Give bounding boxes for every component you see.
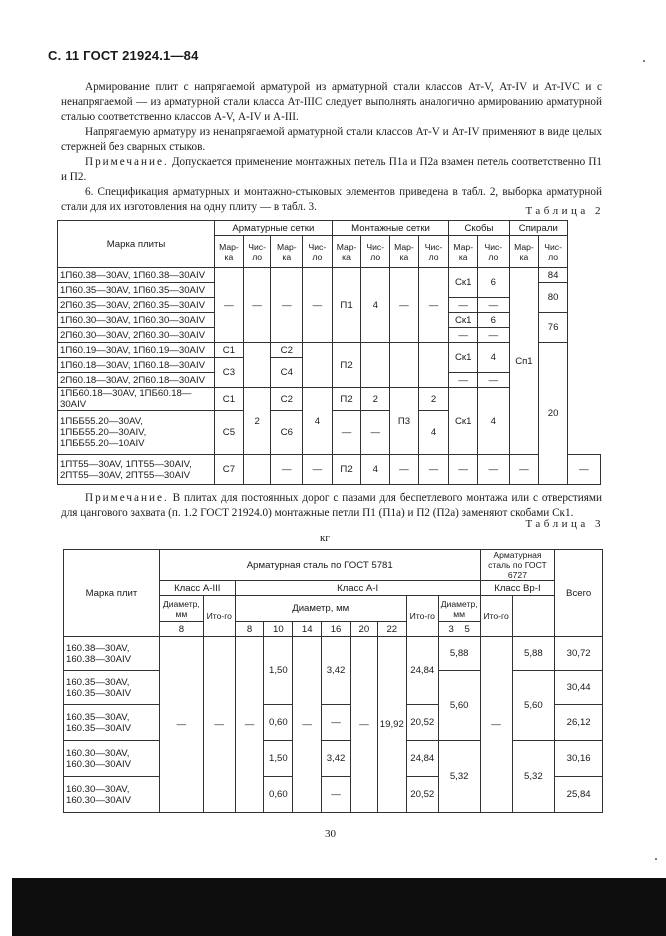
t2-row-mark: 1ПБ60.18—30AV, 1ПБ60.18—30AIV — [58, 388, 215, 411]
t2-row-mark: 1П60.30—30AV, 1П60.30—30AIV — [58, 313, 215, 328]
note-text: В плитах для постоянных дорог с пазами для беспетлевого монтажа или с отверстиями для цангового захвата (п. 1.2 ГОСТ 21924.0) монтажные петли П1 (П1а) и П2 (П2а) заменяют скобами Ск1. — [61, 492, 602, 519]
t2-sub-mark: Мар-ка — [271, 236, 303, 268]
t3-row-mark: 160.35—30AV, 160.35—30AIV — [64, 671, 160, 705]
t2-row-mark: 1ПТ55—30AV, 1ПТ55—30AIV, 2ПТ55—30AV, 2ПТ55—30AIV — [58, 455, 215, 485]
paragraph-2: Напрягаемую арматуру из ненапрягаемой арматурной стали классов Ат-V и Ат-IV применяют в виде целых стержней без сварных стыков. — [61, 126, 602, 153]
note-label: Примечание. — [85, 492, 169, 504]
t3-row-mark: 160.30—30AV, 160.30—30AIV — [64, 777, 160, 813]
t2-sub-mark: Мар-ка — [332, 236, 361, 268]
t2-row-mark: 1П60.35—30AV, 1П60.35—30AIV — [58, 283, 215, 298]
t3-header-total: Всего — [555, 550, 603, 637]
t2-sub-mark: Мар-ка — [390, 236, 419, 268]
t2-row-mark: 2П60.30—30AV, 2П60.30—30AIV — [58, 328, 215, 343]
t2-header-group: Скобы — [449, 221, 509, 236]
scan-speck — [643, 60, 645, 62]
t2-sub-mark: Мар-ка — [449, 236, 478, 268]
paragraph-3: 6. Спецификация арматурных и монтажно-стыковых элементов приведена в табл. 2, выборка арматурной стали для их изготовления на одну плиту — в табл. 3. — [61, 186, 602, 213]
page-header: С. 11 ГОСТ 21924.1—84 — [48, 48, 199, 63]
paragraph-1: Армирование плит с напрягаемой арматурой из арматурной стали классов Ат-V, Ат-IV и Ат-IVC и с ненапрягаемой — из арматурной стали класса Ат-IIIC следует выполнять аналогично армированию арматурной сталью соответственно классов А-V, А-IV и А-III. — [61, 81, 602, 123]
t2-row-mark: 1ПББ55.20—30AV, 1ПББ55.20—30AIV, 1ПББ55.20—10AIV — [58, 411, 215, 455]
t2-header-group: Арматурные сетки — [215, 221, 333, 236]
page-number: 30 — [325, 828, 336, 840]
t2-row-mark: 1П60.18—30AV, 1П60.18—30AIV — [58, 358, 215, 373]
t2-header-group: Спирали — [509, 221, 567, 236]
t2-sub-num: Чис-ло — [361, 236, 390, 268]
t2-header-group: Монтажные сетки — [332, 221, 449, 236]
t2-sub-num: Чис-ло — [539, 236, 568, 268]
t3-header-mark: Марка плит — [64, 550, 160, 637]
t2-row-mark: 1П60.19—30AV, 1П60.19—30AIV — [58, 343, 215, 358]
t2-row-mark: 2П60.18—30AV, 2П60.18—30AIV — [58, 373, 215, 388]
t3-row-mark: 160.35—30AV, 160.35—30AIV — [64, 705, 160, 741]
t3-row-mark: 160.30—30AV, 160.30—30AIV — [64, 741, 160, 777]
t2-row-mark: 1П60.38—30AV, 1П60.38—30AIV — [58, 268, 215, 283]
note-2 — [61, 491, 602, 521]
t2-sub-num: Чис-ло — [478, 236, 509, 268]
scan-speck — [655, 858, 657, 860]
note-label: Примечание. — [85, 156, 169, 168]
table3-unit: кг — [320, 532, 330, 544]
table3-caption: Таблица 3 — [525, 518, 604, 530]
t3-header-group: Арматурная сталь по ГОСТ 6727 — [480, 550, 555, 581]
t2-sub-mark: Мар-ка — [509, 236, 539, 268]
t2-sub-num: Чис-ло — [418, 236, 449, 268]
note-text: Допускается применение монтажных петель П1а и П2а взамен петель соответственно П1 и П2. — [61, 156, 602, 183]
table2-caption: Таблица 2 — [525, 205, 604, 217]
note-1 — [61, 155, 602, 185]
t2-sub-num: Чис-ло — [243, 236, 271, 268]
scan-edge-shadow — [12, 878, 666, 936]
t2-sub-mark: Мар-ка — [215, 236, 244, 268]
table-3: Марка плит Арматурная сталь по ГОСТ 5781 Арматурная сталь по ГОСТ 6727 Всего Класс А-III Класс А-I Класс Вр-I Диаметр, мм Ито-го Диаметр, мм Ито-го Диаметр, мм Ито-го 8 8 10 14 16 20 22 3 5 160.38—30AV, 160.38—30AIV — — — 1,50 — 3,42 — 19,92 24,84 5,88 — 5,88 30,72 160.35—30AV, 160.35—30AIV 5,60 5,60 30,44 160.35—30AV, 160.35—30AIV 0,60 — 20,52 26,12 160.30—30AV, 160.30—30AIV 1,50 3,42 24,84 5,32 5,32 30,16 160.30—30AV, 160.30—30AIV 0,60 — 20,52 25,84 — [63, 549, 603, 813]
t2-sub-num: Чис-ло — [303, 236, 333, 268]
t3-row-mark: 160.38—30AV, 160.38—30AIV — [64, 637, 160, 671]
t2-row-mark: 2П60.35—30AV, 2П60.35—30AIV — [58, 298, 215, 313]
t2-header-mark: Марка плиты — [58, 221, 215, 268]
t3-header-group: Арматурная сталь по ГОСТ 5781 — [159, 550, 480, 581]
table-2: Марка плиты Арматурные сетки Монтажные сетки Скобы Спирали Мар-ка Чис-ло Мар-ка Чис-ло Мар-ка Чис-ло Мар-ка Чис-ло Мар-ка Чис-ло Мар-ка Чис-ло 1П60.38—30AV, 1П60.38—30AIV — — — — П1 4 — — Ск1 6 Сп1 84 1П60.35—30AV, 1П60.35—30AIV 80 2П60.35—30AV, 2П60.35—30AIV — — 1П60.30—30AV, 1П60.30—30AIV Ск1 6 76 2П60.30—30AV, 2П60.30—30AIV — — 1П60.19—30AV, 1П60.19—30AIV С1 С2 П2 Ск1 4 20 1П60.18—30AV, 1П60.18—30AIV С3 С4 2П60.18—30AV, 2П60.18—30AIV — — 1ПБ60.18—30AV, 1ПБ60.18—30AIV С1 2 С2 4 П2 2 П3 2 Ск1 4 1ПББ55.20—30AV, 1ПББ55.20—30AIV, 1ПББ55.20—10AIV С5 С6 — — 4 1ПТ55—30AV, 1ПТ55—30AIV, 2ПТ55—30AV, 2ПТ55—30AIV С7 — — П2 4 — — — — — — — [57, 220, 601, 485]
